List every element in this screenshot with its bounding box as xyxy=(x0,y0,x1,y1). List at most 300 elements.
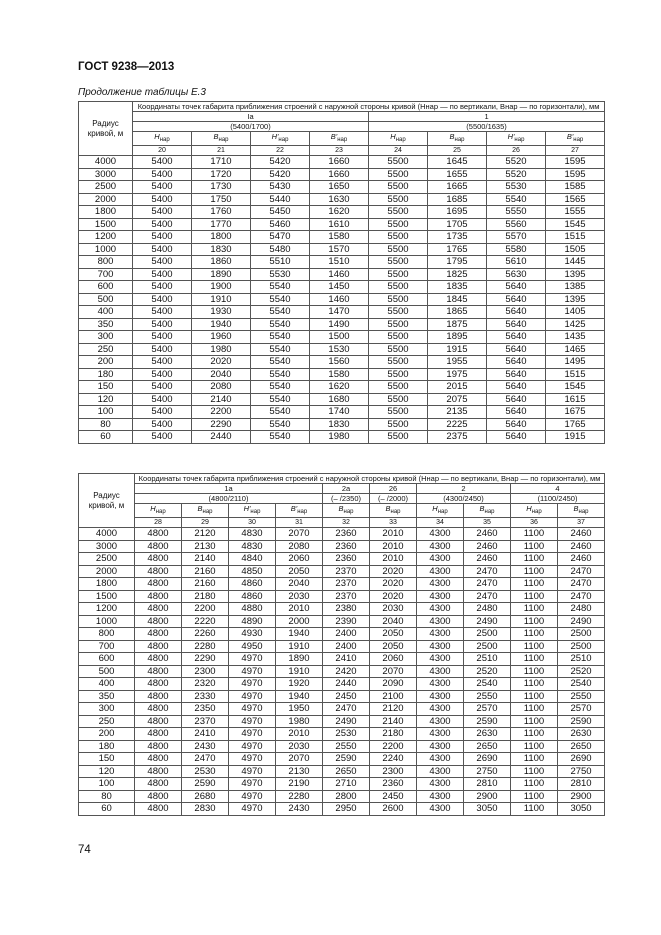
radius-cell: 120 xyxy=(79,393,133,406)
coordinates-title: Координаты точек габарита приближения строений с наружной стороны кривой (Hнар — по вертикали, Bнар — по горизонтали), мм xyxy=(133,102,605,112)
value-cell: 5640 xyxy=(487,343,546,356)
column-label: $H_{нар}$ xyxy=(133,132,192,146)
value-cell: 5500 xyxy=(369,381,428,394)
value-cell: 4800 xyxy=(135,615,182,628)
table-row xyxy=(79,231,605,244)
value-cell: 5520 xyxy=(487,168,546,181)
value-cell: 2410 xyxy=(323,653,370,666)
value-cell: 5540 xyxy=(251,293,310,306)
radius-cell: 200 xyxy=(79,356,133,369)
value-cell: 1895 xyxy=(428,331,487,344)
value-cell: 2080 xyxy=(276,540,323,553)
value-cell: 4800 xyxy=(135,528,182,541)
value-cell: 4830 xyxy=(229,528,276,541)
value-cell: 5400 xyxy=(133,156,192,169)
value-cell: 1585 xyxy=(546,181,605,194)
value-cell: 2500 xyxy=(558,628,605,641)
value-cell: 2510 xyxy=(464,653,511,666)
value-cell: 2480 xyxy=(464,603,511,616)
value-cell: 2590 xyxy=(464,715,511,728)
column-number: 24 xyxy=(369,146,428,156)
table-row xyxy=(79,256,605,269)
table-row xyxy=(79,281,605,294)
value-cell: 1595 xyxy=(546,168,605,181)
value-cell: 4300 xyxy=(417,803,464,816)
value-cell: 1515 xyxy=(546,231,605,244)
table-row xyxy=(79,590,605,603)
value-cell: 2500 xyxy=(558,640,605,653)
value-cell: 5480 xyxy=(251,243,310,256)
value-cell: 2630 xyxy=(464,728,511,741)
value-cell: 5400 xyxy=(133,206,192,219)
radius-cell: 1800 xyxy=(79,206,133,219)
value-cell: 1860 xyxy=(192,256,251,269)
column-number: 27 xyxy=(546,146,605,156)
value-cell: 1100 xyxy=(511,565,558,578)
value-cell: 5500 xyxy=(369,256,428,269)
column-number: 20 xyxy=(133,146,192,156)
value-cell: 5400 xyxy=(133,318,192,331)
table-row xyxy=(79,218,605,231)
value-cell: 1875 xyxy=(428,318,487,331)
value-cell: 5400 xyxy=(133,418,192,431)
radius-cell: 800 xyxy=(79,628,135,641)
value-cell: 2140 xyxy=(192,393,251,406)
value-cell: 1100 xyxy=(511,715,558,728)
value-cell: 5500 xyxy=(369,431,428,444)
value-cell: 4300 xyxy=(417,715,464,728)
value-cell: 1450 xyxy=(310,281,369,294)
value-cell: 2370 xyxy=(323,590,370,603)
table-row xyxy=(79,243,605,256)
table-row xyxy=(79,381,605,394)
value-cell: 2540 xyxy=(464,678,511,691)
value-cell: 2530 xyxy=(182,765,229,778)
value-cell: 5400 xyxy=(133,256,192,269)
value-cell: 4970 xyxy=(229,703,276,716)
radius-cell: 120 xyxy=(79,765,135,778)
value-cell: 1610 xyxy=(310,218,369,231)
value-cell: 4800 xyxy=(135,715,182,728)
value-cell: 1680 xyxy=(310,393,369,406)
value-cell: 2020 xyxy=(192,356,251,369)
value-cell: 5400 xyxy=(133,381,192,394)
radius-cell: 500 xyxy=(79,293,133,306)
value-cell: 1395 xyxy=(546,293,605,306)
value-cell: 5640 xyxy=(487,381,546,394)
group-dimensions: (5500/1635) xyxy=(369,122,605,132)
column-label: $H_{нар}$ xyxy=(417,504,464,518)
group-name-row xyxy=(79,484,605,494)
value-cell: 4970 xyxy=(229,778,276,791)
column-number: 23 xyxy=(310,146,369,156)
value-cell: 5430 xyxy=(251,181,310,194)
value-cell: 2200 xyxy=(370,740,417,753)
table-row xyxy=(79,331,605,344)
value-cell: 1980 xyxy=(276,715,323,728)
column-label: $B_{нар}$ xyxy=(182,504,229,518)
value-cell: 2460 xyxy=(464,553,511,566)
column-number: 34 xyxy=(417,518,464,528)
value-cell: 5400 xyxy=(133,168,192,181)
value-cell: 1545 xyxy=(546,218,605,231)
value-cell: 1100 xyxy=(511,590,558,603)
table-row xyxy=(79,728,605,741)
value-cell: 2710 xyxy=(323,778,370,791)
radius-cell: 1800 xyxy=(79,578,135,591)
value-cell: 2470 xyxy=(323,703,370,716)
value-cell: 5500 xyxy=(369,168,428,181)
radius-cell: 250 xyxy=(79,715,135,728)
value-cell: 5400 xyxy=(133,268,192,281)
value-cell: 5540 xyxy=(251,343,310,356)
column-label: $H_{нар}$ xyxy=(369,132,428,146)
value-cell: 2490 xyxy=(323,715,370,728)
value-cell: 1445 xyxy=(546,256,605,269)
value-cell: 2550 xyxy=(558,690,605,703)
value-cell: 4860 xyxy=(229,578,276,591)
value-cell: 1435 xyxy=(546,331,605,344)
value-cell: 5400 xyxy=(133,331,192,344)
table-row xyxy=(79,803,605,816)
value-cell: 4970 xyxy=(229,653,276,666)
radius-cell: 100 xyxy=(79,778,135,791)
table-row xyxy=(79,640,605,653)
value-cell: 2470 xyxy=(558,590,605,603)
value-cell: 5500 xyxy=(369,231,428,244)
table-row xyxy=(79,615,605,628)
value-cell: 2450 xyxy=(370,790,417,803)
value-cell: 4970 xyxy=(229,765,276,778)
value-cell: 2430 xyxy=(276,803,323,816)
value-cell: 2590 xyxy=(182,778,229,791)
value-cell: 1100 xyxy=(511,678,558,691)
value-cell: 1705 xyxy=(428,218,487,231)
radius-cell: 600 xyxy=(79,281,133,294)
value-cell: 5500 xyxy=(369,418,428,431)
value-cell: 2015 xyxy=(428,381,487,394)
column-number: 28 xyxy=(135,518,182,528)
group-name: 1 xyxy=(369,112,605,122)
value-cell: 5540 xyxy=(251,406,310,419)
value-cell: 2370 xyxy=(323,565,370,578)
value-cell: 2900 xyxy=(464,790,511,803)
value-cell: 5500 xyxy=(369,331,428,344)
value-cell: 2320 xyxy=(182,678,229,691)
value-cell: 2490 xyxy=(464,615,511,628)
value-cell: 2400 xyxy=(323,640,370,653)
column-label: $B_{нар}$ xyxy=(464,504,511,518)
radius-cell: 80 xyxy=(79,790,135,803)
value-cell: 4850 xyxy=(229,565,276,578)
value-cell: 2810 xyxy=(558,778,605,791)
column-label: $B_{нар}$ xyxy=(192,132,251,146)
value-cell: 1920 xyxy=(276,678,323,691)
value-cell: 4840 xyxy=(229,553,276,566)
value-cell: 2400 xyxy=(323,628,370,641)
value-cell: 1665 xyxy=(428,181,487,194)
value-cell: 2160 xyxy=(182,578,229,591)
table-row xyxy=(79,431,605,444)
radius-cell: 180 xyxy=(79,368,133,381)
value-cell: 4300 xyxy=(417,753,464,766)
value-cell: 5580 xyxy=(487,243,546,256)
value-cell: 4800 xyxy=(135,703,182,716)
table-row xyxy=(79,156,605,169)
value-cell: 4300 xyxy=(417,615,464,628)
value-cell: 2520 xyxy=(464,665,511,678)
value-cell: 2650 xyxy=(558,740,605,753)
value-cell: 5640 xyxy=(487,331,546,344)
value-cell: 2550 xyxy=(323,740,370,753)
value-cell: 2460 xyxy=(558,540,605,553)
value-cell: 2360 xyxy=(323,553,370,566)
value-cell: 5500 xyxy=(369,318,428,331)
radius-cell: 600 xyxy=(79,653,135,666)
value-cell: 2050 xyxy=(370,628,417,641)
value-cell: 5420 xyxy=(251,156,310,169)
value-cell: 1940 xyxy=(276,628,323,641)
value-cell: 5500 xyxy=(369,268,428,281)
value-cell: 1100 xyxy=(511,790,558,803)
radius-cell: 3000 xyxy=(79,540,135,553)
table-row xyxy=(79,393,605,406)
value-cell: 2300 xyxy=(182,665,229,678)
value-cell: 2220 xyxy=(182,615,229,628)
radius-cell: 150 xyxy=(79,381,133,394)
value-cell: 1595 xyxy=(546,156,605,169)
value-cell: 5630 xyxy=(487,268,546,281)
value-cell: 2010 xyxy=(370,540,417,553)
value-cell: 4800 xyxy=(135,553,182,566)
radius-cell: 4000 xyxy=(79,156,133,169)
value-cell: 4800 xyxy=(135,790,182,803)
value-cell: 1100 xyxy=(511,615,558,628)
value-cell: 2410 xyxy=(182,728,229,741)
value-cell: 2120 xyxy=(182,528,229,541)
group-name: 4 xyxy=(511,484,605,494)
value-cell: 1900 xyxy=(192,281,251,294)
value-cell: 1100 xyxy=(511,578,558,591)
column-number-row xyxy=(79,146,605,156)
value-cell: 2280 xyxy=(276,790,323,803)
group-name: Iа xyxy=(133,112,369,122)
value-cell: 5500 xyxy=(369,356,428,369)
value-cell: 4300 xyxy=(417,565,464,578)
value-cell: 2060 xyxy=(370,653,417,666)
value-cell: 5530 xyxy=(487,181,546,194)
value-cell: 1685 xyxy=(428,193,487,206)
value-cell: 1100 xyxy=(511,540,558,553)
value-cell: 1100 xyxy=(511,765,558,778)
value-cell: 4300 xyxy=(417,628,464,641)
value-cell: 1735 xyxy=(428,231,487,244)
value-cell: 5640 xyxy=(487,431,546,444)
value-cell: 4970 xyxy=(229,790,276,803)
header-row xyxy=(79,474,605,484)
table-row xyxy=(79,628,605,641)
column-label: $H_{нар}$ xyxy=(511,504,558,518)
value-cell: 2440 xyxy=(192,431,251,444)
table-row xyxy=(79,665,605,678)
value-cell: 1960 xyxy=(192,331,251,344)
value-cell: 2480 xyxy=(558,603,605,616)
value-cell: 5540 xyxy=(487,193,546,206)
value-cell: 4300 xyxy=(417,728,464,741)
value-cell: 4800 xyxy=(135,603,182,616)
column-label: $H'_{нар}$ xyxy=(229,504,276,518)
value-cell: 5540 xyxy=(251,318,310,331)
value-cell: 1405 xyxy=(546,306,605,319)
group-dimensions: (4800/2110) xyxy=(135,494,323,504)
value-cell: 1980 xyxy=(192,343,251,356)
value-cell: 2350 xyxy=(182,703,229,716)
value-cell: 1100 xyxy=(511,665,558,678)
value-cell: 5640 xyxy=(487,281,546,294)
radius-cell: 2000 xyxy=(79,565,135,578)
column-label: $H_{нар}$ xyxy=(135,504,182,518)
value-cell: 2500 xyxy=(464,628,511,641)
document-title: ГОСТ 9238—2013 xyxy=(78,61,175,73)
value-cell: 1100 xyxy=(511,753,558,766)
value-cell: 4300 xyxy=(417,540,464,553)
value-cell: 1505 xyxy=(546,243,605,256)
value-cell: 5500 xyxy=(369,193,428,206)
value-cell: 2070 xyxy=(370,665,417,678)
value-cell: 4300 xyxy=(417,740,464,753)
column-label: $B_{нар}$ xyxy=(558,504,605,518)
table-row xyxy=(79,418,605,431)
value-cell: 5470 xyxy=(251,231,310,244)
column-number: 35 xyxy=(464,518,511,528)
value-cell: 5540 xyxy=(251,418,310,431)
value-cell: 2180 xyxy=(182,590,229,603)
value-cell: 4300 xyxy=(417,690,464,703)
value-cell: 1910 xyxy=(276,640,323,653)
table-caption: Продолжение таблицы Е.3 xyxy=(78,87,206,98)
value-cell: 5540 xyxy=(251,331,310,344)
table-row xyxy=(79,715,605,728)
value-cell: 1510 xyxy=(310,256,369,269)
value-cell: 2020 xyxy=(370,565,417,578)
value-cell: 2240 xyxy=(370,753,417,766)
value-cell: 2470 xyxy=(464,565,511,578)
value-cell: 5400 xyxy=(133,193,192,206)
value-cell: 5400 xyxy=(133,393,192,406)
value-cell: 4300 xyxy=(417,528,464,541)
value-cell: 1695 xyxy=(428,206,487,219)
value-cell: 2040 xyxy=(192,368,251,381)
value-cell: 5540 xyxy=(251,368,310,381)
value-cell: 2040 xyxy=(276,578,323,591)
value-cell: 1940 xyxy=(192,318,251,331)
value-cell: 5520 xyxy=(487,156,546,169)
value-cell: 1495 xyxy=(546,356,605,369)
value-cell: 1835 xyxy=(428,281,487,294)
value-cell: 4800 xyxy=(135,678,182,691)
header-row xyxy=(79,102,605,112)
value-cell: 5400 xyxy=(133,356,192,369)
table-row xyxy=(79,181,605,194)
value-cell: 1100 xyxy=(511,803,558,816)
value-cell: 5400 xyxy=(133,343,192,356)
radius-cell: 150 xyxy=(79,753,135,766)
value-cell: 2460 xyxy=(558,528,605,541)
table-row xyxy=(79,703,605,716)
column-number: 22 xyxy=(251,146,310,156)
radius-cell: 180 xyxy=(79,740,135,753)
value-cell: 1975 xyxy=(428,368,487,381)
value-cell: 4880 xyxy=(229,603,276,616)
table-row xyxy=(79,193,605,206)
value-cell: 4860 xyxy=(229,590,276,603)
table-row xyxy=(79,603,605,616)
value-cell: 2690 xyxy=(464,753,511,766)
value-cell: 1825 xyxy=(428,268,487,281)
table-row xyxy=(79,765,605,778)
value-cell: 1940 xyxy=(276,690,323,703)
value-cell: 2330 xyxy=(182,690,229,703)
value-cell: 1950 xyxy=(276,703,323,716)
radius-cell: 800 xyxy=(79,256,133,269)
value-cell: 2470 xyxy=(558,578,605,591)
value-cell: 2570 xyxy=(558,703,605,716)
radius-cell: 700 xyxy=(79,268,133,281)
value-cell: 5460 xyxy=(251,218,310,231)
value-cell: 5500 xyxy=(369,218,428,231)
value-cell: 4800 xyxy=(135,640,182,653)
value-cell: 2160 xyxy=(182,565,229,578)
value-cell: 2290 xyxy=(182,653,229,666)
value-cell: 2280 xyxy=(182,640,229,653)
value-cell: 1465 xyxy=(546,343,605,356)
value-cell: 2650 xyxy=(323,765,370,778)
radius-cell: 3000 xyxy=(79,168,133,181)
value-cell: 1100 xyxy=(511,703,558,716)
table-row xyxy=(79,565,605,578)
group-sub-row xyxy=(79,122,605,132)
value-cell: 4970 xyxy=(229,753,276,766)
value-cell: 1660 xyxy=(310,156,369,169)
value-cell: 5540 xyxy=(251,393,310,406)
value-cell: 2070 xyxy=(276,528,323,541)
value-cell: 2290 xyxy=(192,418,251,431)
coordinates-table-1 xyxy=(78,101,605,444)
table-row xyxy=(79,790,605,803)
value-cell: 3050 xyxy=(464,803,511,816)
coordinates-title: Координаты точек габарита приближения строений с наружной стороны кривой (Hнар — по вертикали, Bнар — по горизонтали), мм xyxy=(135,474,605,484)
value-cell: 2810 xyxy=(464,778,511,791)
value-cell: 5540 xyxy=(251,431,310,444)
value-cell: 2680 xyxy=(182,790,229,803)
column-label: $B'_{нар}$ xyxy=(546,132,605,146)
value-cell: 1555 xyxy=(546,206,605,219)
value-cell: 5560 xyxy=(487,218,546,231)
value-cell: 2190 xyxy=(276,778,323,791)
value-cell: 1385 xyxy=(546,281,605,294)
radius-cell: 1200 xyxy=(79,231,133,244)
column-number: 36 xyxy=(511,518,558,528)
radius-cell: 2500 xyxy=(79,553,135,566)
value-cell: 5500 xyxy=(369,156,428,169)
value-cell: 4300 xyxy=(417,765,464,778)
column-label-row xyxy=(79,132,605,146)
value-cell: 2010 xyxy=(276,603,323,616)
value-cell: 4800 xyxy=(135,628,182,641)
value-cell: 1660 xyxy=(310,168,369,181)
value-cell: 4300 xyxy=(417,678,464,691)
value-cell: 4800 xyxy=(135,540,182,553)
